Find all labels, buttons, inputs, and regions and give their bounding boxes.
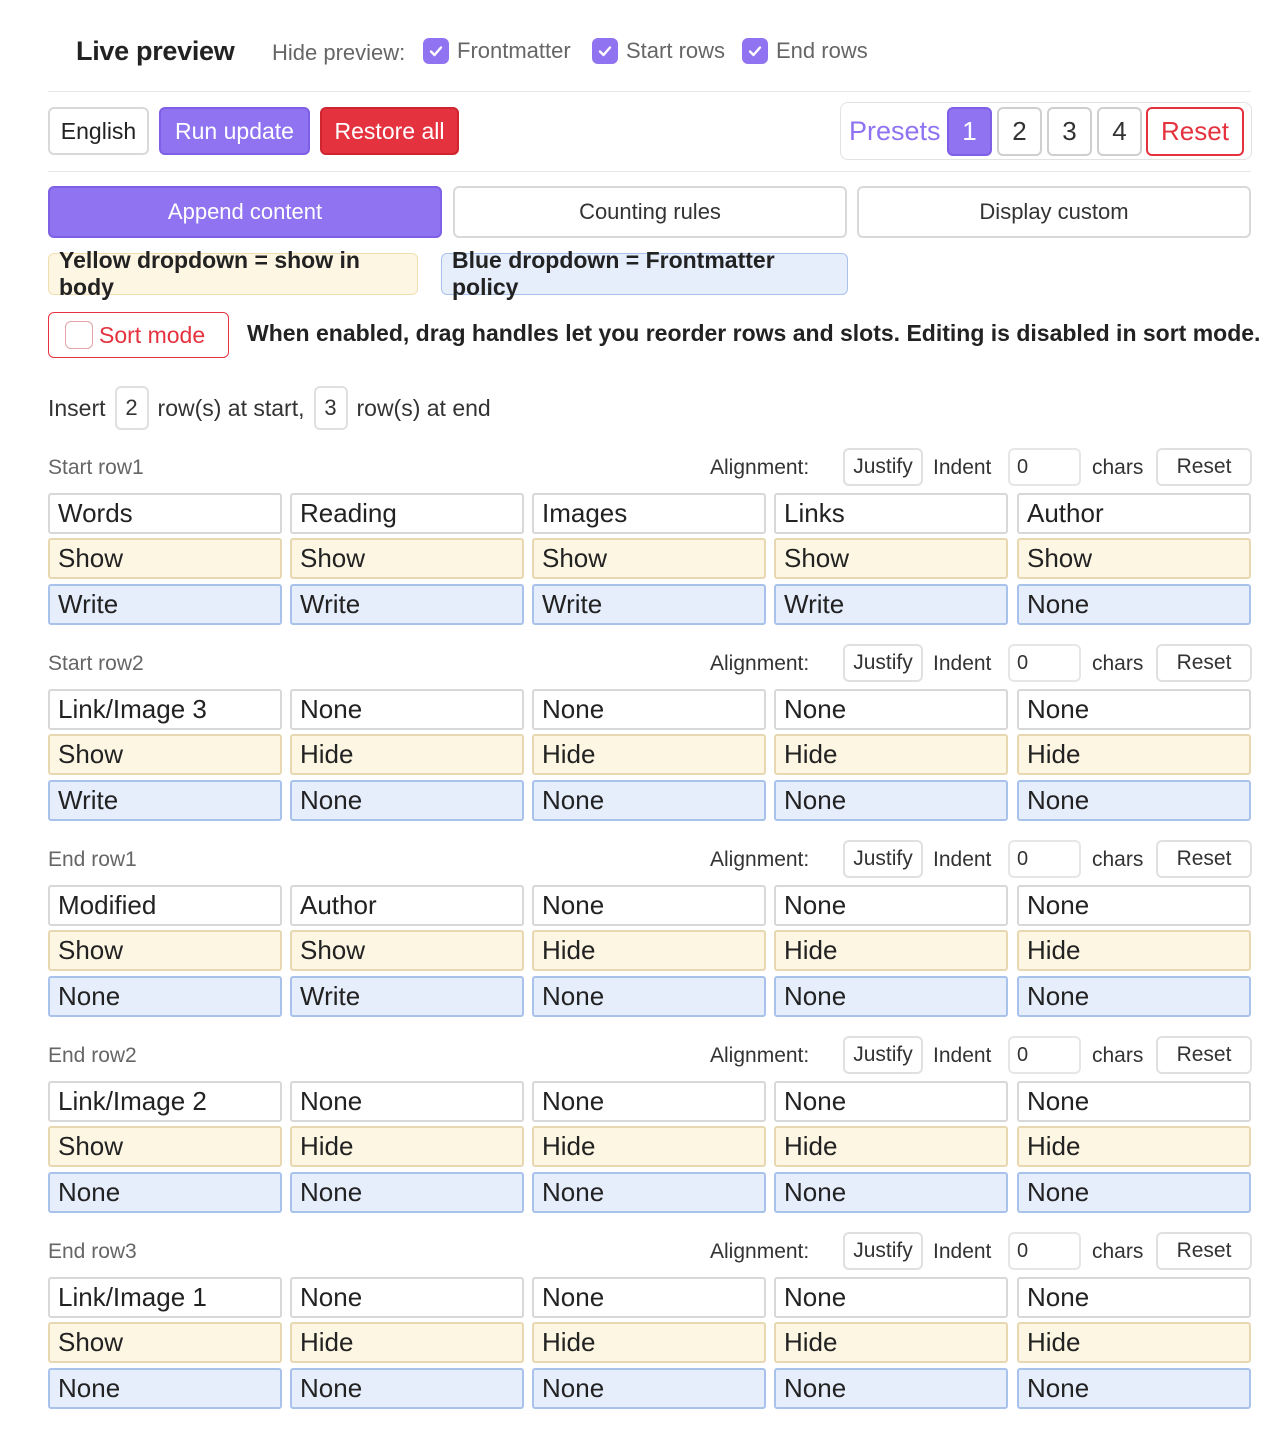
- frontmatter-checkbox[interactable]: [423, 38, 571, 64]
- frontmatter-checkbox-label: Frontmatter: [457, 38, 571, 63]
- slot-name-select[interactable]: Modified: [48, 885, 282, 926]
- row-reset-button[interactable]: Reset: [1156, 840, 1252, 878]
- frontmatter-policy-select[interactable]: None: [1017, 584, 1251, 625]
- alignment-select[interactable]: Justify: [843, 1232, 923, 1270]
- row-group-label: End row2: [48, 1044, 137, 1067]
- preset-3-button[interactable]: 3: [1047, 107, 1092, 156]
- tab-display-custom[interactable]: Display custom: [857, 186, 1251, 238]
- sort-mode-description: When enabled, drag handles let you reorder rows and slots. Editing is disabled in sort mode.: [247, 320, 1261, 346]
- body-display-select[interactable]: Show: [532, 538, 766, 579]
- body-display-select[interactable]: Show: [48, 734, 282, 775]
- frontmatter-policy-select[interactable]: None: [774, 1368, 1008, 1409]
- indent-label: Indent: [933, 848, 992, 871]
- chars-label: chars: [1092, 456, 1144, 479]
- start-rows-checkbox-label: Start rows: [626, 38, 726, 63]
- yellow-legend-badge: Yellow dropdown = show in body: [48, 253, 418, 295]
- sort-mode-toggle[interactable]: [48, 312, 229, 358]
- body-display-select[interactable]: Show: [48, 1126, 282, 1167]
- slot-name-select[interactable]: None: [774, 885, 1008, 926]
- body-display-select[interactable]: Hide: [290, 734, 524, 775]
- body-display-select[interactable]: Hide: [532, 1126, 766, 1167]
- insert-middle: row(s) at start,: [157, 394, 305, 421]
- row-group-label: End row3: [48, 1240, 137, 1263]
- indent-input[interactable]: 0: [1008, 840, 1081, 878]
- body-display-select[interactable]: Show: [48, 930, 282, 971]
- divider: [48, 171, 1251, 172]
- divider: [48, 91, 1251, 92]
- body-display-select[interactable]: Show: [290, 538, 524, 579]
- frontmatter-policy-select[interactable]: None: [290, 780, 524, 821]
- slot-name-select[interactable]: Author: [290, 885, 524, 926]
- slot-name-select[interactable]: None: [532, 1277, 766, 1318]
- body-display-select[interactable]: Hide: [532, 930, 766, 971]
- row-group-label: Start row2: [48, 652, 144, 675]
- indent-label: Indent: [933, 652, 992, 675]
- sort-mode-label: Sort mode: [99, 321, 206, 348]
- indent-input[interactable]: 0: [1008, 644, 1081, 682]
- slot-name-select[interactable]: None: [774, 1277, 1008, 1318]
- frontmatter-policy-select[interactable]: None: [48, 1368, 282, 1409]
- presets-label: Presets: [849, 116, 941, 146]
- slot-name-select[interactable]: Link/Image 2: [48, 1081, 282, 1122]
- checkmark-icon: [592, 38, 618, 64]
- preset-1-button[interactable]: 1: [947, 107, 992, 156]
- alignment-select[interactable]: Justify: [843, 1036, 923, 1074]
- alignment-label: Alignment:: [710, 1240, 810, 1263]
- row-reset-button[interactable]: Reset: [1156, 644, 1252, 682]
- row-reset-button[interactable]: Reset: [1156, 1232, 1252, 1270]
- indent-label: Indent: [933, 456, 992, 479]
- frontmatter-policy-select[interactable]: None: [290, 1172, 524, 1213]
- body-display-select[interactable]: Show: [290, 930, 524, 971]
- alignment-label: Alignment:: [710, 456, 810, 479]
- slot-name-select[interactable]: Link/Image 1: [48, 1277, 282, 1318]
- checkmark-icon: [742, 38, 768, 64]
- body-display-select[interactable]: Show: [48, 1322, 282, 1363]
- row-reset-button[interactable]: Reset: [1156, 448, 1252, 486]
- slot-name-select[interactable]: Links: [774, 493, 1008, 534]
- slot-name-select[interactable]: Images: [532, 493, 766, 534]
- slot-name-select[interactable]: None: [1017, 1081, 1251, 1122]
- body-display-select[interactable]: Show: [1017, 538, 1251, 579]
- slot-name-select[interactable]: None: [1017, 689, 1251, 730]
- frontmatter-policy-select[interactable]: Write: [48, 584, 282, 625]
- checkmark-icon: [423, 38, 449, 64]
- insert-suffix: row(s) at end: [356, 394, 491, 421]
- alignment-select[interactable]: Justify: [843, 448, 923, 486]
- alignment-label: Alignment:: [710, 848, 810, 871]
- slot-name-select[interactable]: None: [1017, 885, 1251, 926]
- slot-name-select[interactable]: None: [774, 1081, 1008, 1122]
- start-rows-checkbox[interactable]: [592, 38, 725, 64]
- language-button[interactable]: English: [48, 107, 149, 155]
- indent-input[interactable]: 0: [1008, 1232, 1081, 1270]
- frontmatter-policy-select[interactable]: Write: [290, 584, 524, 625]
- chars-label: chars: [1092, 1044, 1144, 1067]
- alignment-label: Alignment:: [710, 652, 810, 675]
- body-display-select[interactable]: Hide: [1017, 1126, 1251, 1167]
- slot-name-select[interactable]: None: [290, 1277, 524, 1318]
- frontmatter-policy-select[interactable]: Write: [290, 976, 524, 1017]
- tab-counting-rules[interactable]: Counting rules: [453, 186, 847, 238]
- slot-name-select[interactable]: Author: [1017, 493, 1251, 534]
- end-rows-count-input[interactable]: 3: [314, 386, 348, 430]
- chars-label: chars: [1092, 652, 1144, 675]
- body-display-select[interactable]: Show: [774, 538, 1008, 579]
- body-display-select[interactable]: Hide: [774, 930, 1008, 971]
- sort-mode-checkbox[interactable]: [65, 321, 93, 349]
- blue-legend-badge: Blue dropdown = Frontmatter policy: [441, 253, 848, 295]
- slot-name-select[interactable]: None: [290, 689, 524, 730]
- body-display-select[interactable]: Hide: [774, 734, 1008, 775]
- chars-label: chars: [1092, 848, 1144, 871]
- frontmatter-policy-select[interactable]: None: [532, 976, 766, 1017]
- body-display-select[interactable]: Hide: [1017, 1322, 1251, 1363]
- frontmatter-policy-select[interactable]: None: [1017, 1172, 1251, 1213]
- alignment-select[interactable]: Justify: [843, 644, 923, 682]
- frontmatter-policy-select[interactable]: Write: [532, 584, 766, 625]
- frontmatter-policy-select[interactable]: None: [774, 1172, 1008, 1213]
- page-title: Live preview: [76, 36, 235, 66]
- row-group-label: Start row1: [48, 456, 144, 479]
- indent-label: Indent: [933, 1044, 992, 1067]
- frontmatter-policy-select[interactable]: None: [48, 976, 282, 1017]
- body-display-select[interactable]: Hide: [532, 1322, 766, 1363]
- slot-name-select[interactable]: None: [532, 689, 766, 730]
- hide-preview-label: Hide preview:: [272, 40, 406, 65]
- frontmatter-policy-select[interactable]: None: [774, 976, 1008, 1017]
- frontmatter-policy-select[interactable]: None: [532, 1368, 766, 1409]
- body-display-select[interactable]: Hide: [1017, 930, 1251, 971]
- frontmatter-policy-select[interactable]: None: [48, 1172, 282, 1213]
- indent-input[interactable]: 0: [1008, 448, 1081, 486]
- row-reset-button[interactable]: Reset: [1156, 1036, 1252, 1074]
- restore-all-button[interactable]: Restore all: [320, 107, 459, 155]
- alignment-label: Alignment:: [710, 1044, 810, 1067]
- preset-4-button[interactable]: 4: [1097, 107, 1142, 156]
- end-rows-checkbox-label: End rows: [776, 38, 868, 63]
- frontmatter-policy-select[interactable]: None: [1017, 976, 1251, 1017]
- frontmatter-policy-select[interactable]: None: [774, 780, 1008, 821]
- alignment-select[interactable]: Justify: [843, 840, 923, 878]
- tab-append-content[interactable]: Append content: [48, 186, 442, 238]
- body-display-select[interactable]: Hide: [1017, 734, 1251, 775]
- slot-name-select[interactable]: None: [532, 1081, 766, 1122]
- row-group-label: End row1: [48, 848, 137, 871]
- preset-2-button[interactable]: 2: [997, 107, 1042, 156]
- insert-prefix: Insert: [48, 394, 106, 421]
- frontmatter-policy-select[interactable]: Write: [774, 584, 1008, 625]
- slot-name-select[interactable]: None: [774, 689, 1008, 730]
- body-display-select[interactable]: Hide: [774, 1126, 1008, 1167]
- body-display-select[interactable]: Hide: [774, 1322, 1008, 1363]
- frontmatter-policy-select[interactable]: None: [1017, 1368, 1251, 1409]
- slot-name-select[interactable]: Reading: [290, 493, 524, 534]
- slot-name-select[interactable]: None: [1017, 1277, 1251, 1318]
- body-display-select[interactable]: Show: [48, 538, 282, 579]
- indent-label: Indent: [933, 1240, 992, 1263]
- frontmatter-policy-select[interactable]: None: [532, 1172, 766, 1213]
- end-rows-checkbox[interactable]: [742, 38, 868, 64]
- frontmatter-policy-select[interactable]: Write: [48, 780, 282, 821]
- slot-name-select[interactable]: None: [532, 885, 766, 926]
- slot-name-select[interactable]: Words: [48, 493, 282, 534]
- frontmatter-policy-select[interactable]: None: [290, 1368, 524, 1409]
- chars-label: chars: [1092, 1240, 1144, 1263]
- frontmatter-policy-select[interactable]: None: [532, 780, 766, 821]
- body-display-select[interactable]: Hide: [290, 1322, 524, 1363]
- frontmatter-policy-select[interactable]: None: [1017, 780, 1251, 821]
- preset-reset-button[interactable]: Reset: [1146, 107, 1244, 156]
- body-display-select[interactable]: Hide: [290, 1126, 524, 1167]
- run-update-button[interactable]: Run update: [159, 107, 310, 155]
- slot-name-select[interactable]: Link/Image 3: [48, 689, 282, 730]
- indent-input[interactable]: 0: [1008, 1036, 1081, 1074]
- start-rows-count-input[interactable]: 2: [115, 386, 149, 430]
- slot-name-select[interactable]: None: [290, 1081, 524, 1122]
- body-display-select[interactable]: Hide: [532, 734, 766, 775]
- insert-rows-line: [48, 386, 491, 430]
